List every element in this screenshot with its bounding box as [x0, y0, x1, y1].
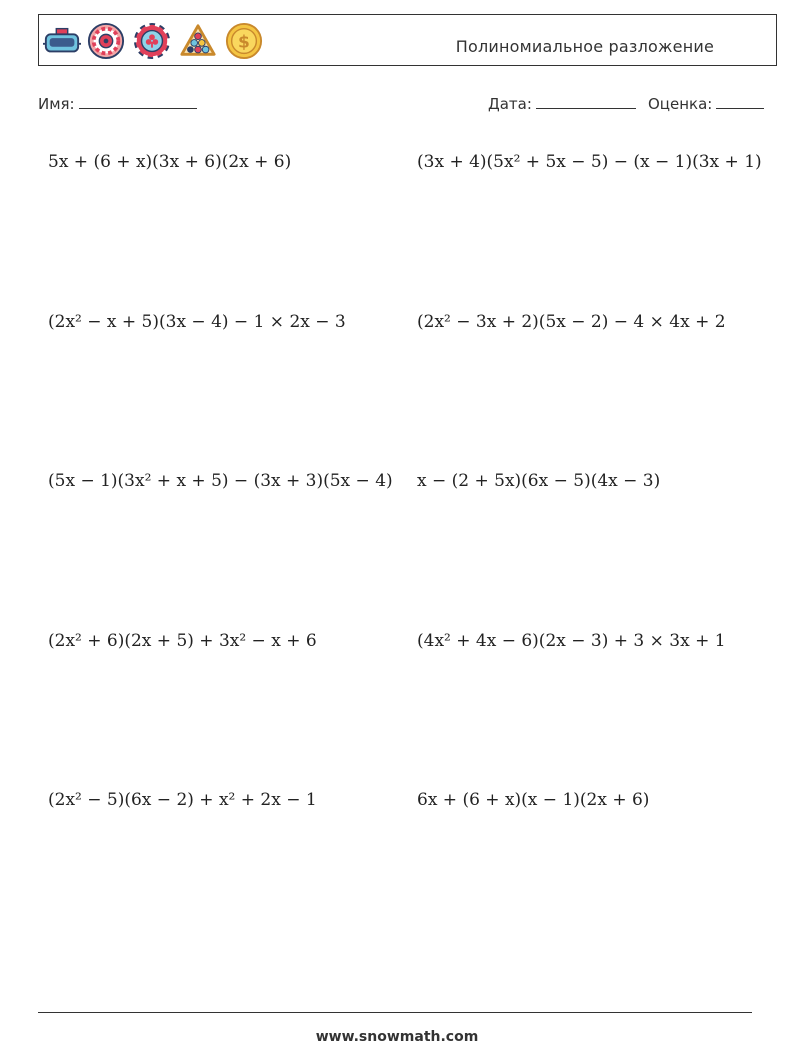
- date-blank[interactable]: [536, 94, 636, 109]
- date-field: [488, 94, 636, 113]
- problem-1: 5x + (6 + x)(3x + 6)(2x + 6): [48, 152, 292, 172]
- problem-9: (2x² − 5)(6x − 2) + x² + 2x − 1: [48, 790, 317, 810]
- worksheet-header: [38, 14, 777, 66]
- name-label: Имя:: [38, 95, 75, 113]
- svg-text:$: $: [238, 32, 250, 53]
- footer-divider: [38, 1012, 752, 1013]
- problem-3: (2x² − x + 5)(3x − 4) − 1 × 2x − 3: [48, 312, 346, 332]
- problem-8: (4x² + 4x − 6)(2x − 3) + 3 × 3x + 1: [417, 631, 726, 651]
- problem-6: x − (2 + 5x)(6x − 5)(4x − 3): [417, 471, 661, 491]
- date-label: Дата:: [488, 95, 532, 113]
- billiard-rack-icon: [179, 22, 217, 60]
- problem-7: (2x² + 6)(2x + 5) + 3x² − x + 6: [48, 631, 317, 651]
- dartboard-icon: [87, 22, 125, 60]
- grade-blank[interactable]: [716, 94, 764, 109]
- dollar-coin-icon: [225, 22, 263, 60]
- name-field: [38, 94, 197, 113]
- poker-chip-icon: [133, 22, 171, 60]
- grade-field: [648, 94, 764, 113]
- footer-url[interactable]: www.snowmath.com: [315, 1029, 479, 1045]
- problem-4: (2x² − 3x + 2)(5x − 2) − 4 × 4x + 2: [417, 312, 726, 332]
- name-blank[interactable]: [79, 94, 197, 109]
- problem-2: (3x + 4)(5x² + 5x − 5) − (x − 1)(3x + 1): [417, 152, 762, 172]
- worksheet-title: Полиномиальное разложение: [455, 37, 714, 56]
- grade-label: Оценка:: [648, 95, 713, 113]
- vr-headset-icon: [43, 22, 81, 60]
- problem-10: 6x + (6 + x)(x − 1)(2x + 6): [417, 790, 650, 810]
- problem-5: (5x − 1)(3x² + x + 5) − (3x + 3)(5x − 4): [48, 471, 393, 491]
